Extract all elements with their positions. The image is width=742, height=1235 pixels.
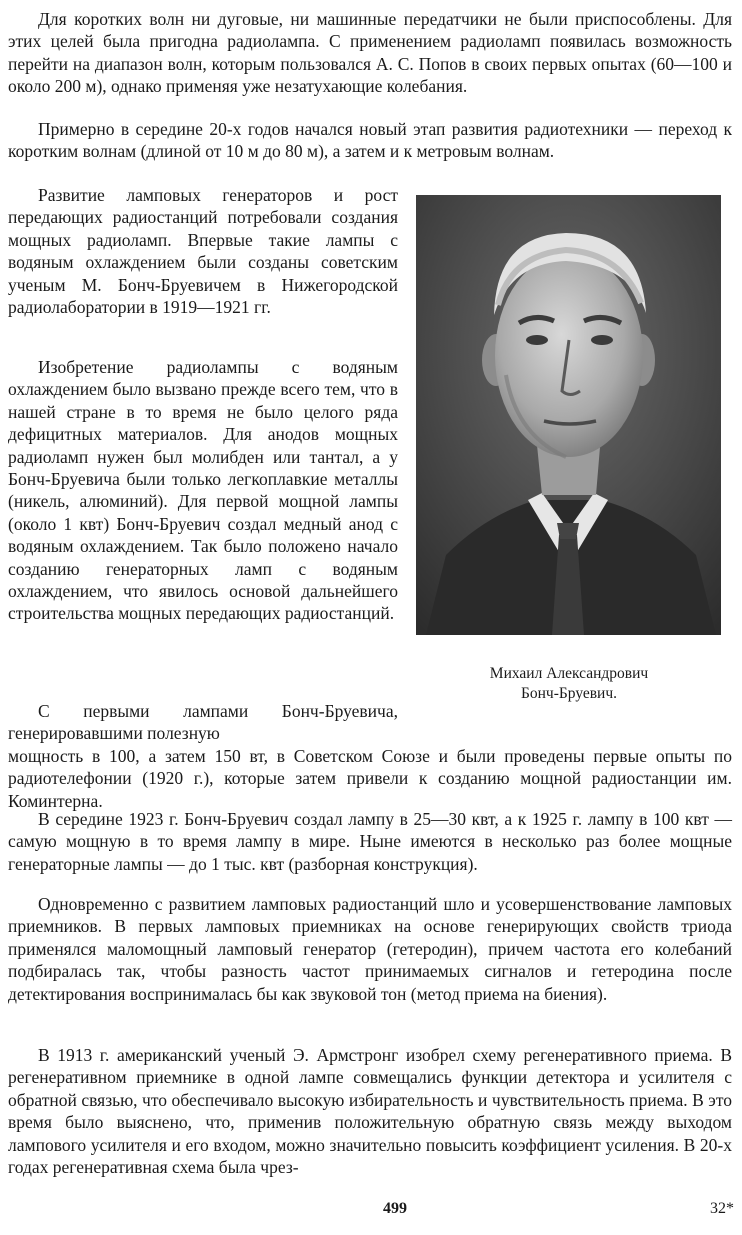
signature-mark: 32* — [710, 1200, 734, 1217]
paragraph-1: Для коротких волн ни дуговые, ни машинные передатчики не были приспособлены. Для этих целей была пригодна радиолампа. С применением радиоламп появилась возможность перейти на диапазон волн, которым пользовался А. С. Попов в своих первых опытах (60—100 и около 200 м), однако применяя уже незатухающие колебания. — [8, 9, 732, 97]
portrait-photo-icon — [416, 195, 721, 635]
caption-line-1: Михаил Александрович — [489, 665, 649, 682]
paragraph-5-continued: мощность в 100, а затем 150 вт, в Советском Союзе и были проведены первые опыты по радиотелефонии (1920 г.), которые затем привели к созданию мощной радиостанции им. Коминтерна. — [8, 746, 732, 811]
page-number: 499 — [383, 1200, 407, 1217]
paragraph-5: С первыми лампами Бонч-Бруевича, генерировавшими полезную — [8, 701, 398, 744]
photo-caption — [430, 664, 708, 704]
caption-line-2: Бонч-Бруевич. — [520, 685, 618, 702]
paragraph-6: В середине 1923 г. Бонч-Бруевич создал лампу в 25—30 квт, а к 1925 г. лампу в 100 квт — самую мощную в то время лампу в мире. Ныне имеются в несколько раз более мощные генераторные лампы — до 1 тыс. квт (разборная конструкция). — [8, 809, 732, 874]
paragraph-7: Одновременно с развитием ламповых радиостанций шло и усовершенствование ламповых приемников. В первых ламповых приемниках на основе генерирующих свойств триода применялся маломощный ламповый генератор (гетеродин), причем частота его колебаний подбиралась так, чтобы разность частот принимаемых сигналов и гетеродина после детектирования воспринималась бы как звуковой тон (метод приема на биения). — [8, 894, 732, 1004]
paragraph-4: Изобретение радиолампы с водяным охлаждением было вызвано прежде всего тем, что в нашей стране в то время не было целого ряда дефицитных материалов. Для анодов мощных радиоламп нужен был молибден или тантал, а у Бонч-Бруевича были только легкоплавкие металлы (никель, алюминий). Для первой мощной лампы (около 1 квт) Бонч-Бруевич создал медный анод с водяным охлаждением. Так было положено начало созданию генераторных ламп с водяным охлаждением, что явилось основой дальнейшего строительства мощных передающих радиостанций. — [8, 357, 398, 624]
paragraph-3: Развитие ламповых генераторов и рост передающих радиостанций потребовали создания мощных радиоламп. Впервые такие лампы с водяным охлаждением были созданы советским ученым М. Бонч-Бруевичем в Нижегородской радиолаборатории в 1919—1921 гг. — [8, 185, 398, 318]
portrait-illustration — [416, 195, 721, 635]
paragraph-2: Примерно в середине 20-х годов начался новый этап развития радиотехники — переход к коротким волнам (длиной от 10 м до 80 м), а затем и к метровым волнам. — [8, 119, 732, 162]
paragraph-8: В 1913 г. американский ученый Э. Армстронг изобрел схему регенеративного приема. В регенеративном приемнике в одной лампе совмещались функции детектора и усилителя с обратной связью, что обеспечивало высокую избирательность и чувствительность приема. В это время было выяснено, что, применив положительную обратную связь между выходом лампового усилителя и его входом, можно значительно повысить коэффициент усиления. В 20-х годах регенеративная схема была чрез- — [8, 1045, 732, 1178]
